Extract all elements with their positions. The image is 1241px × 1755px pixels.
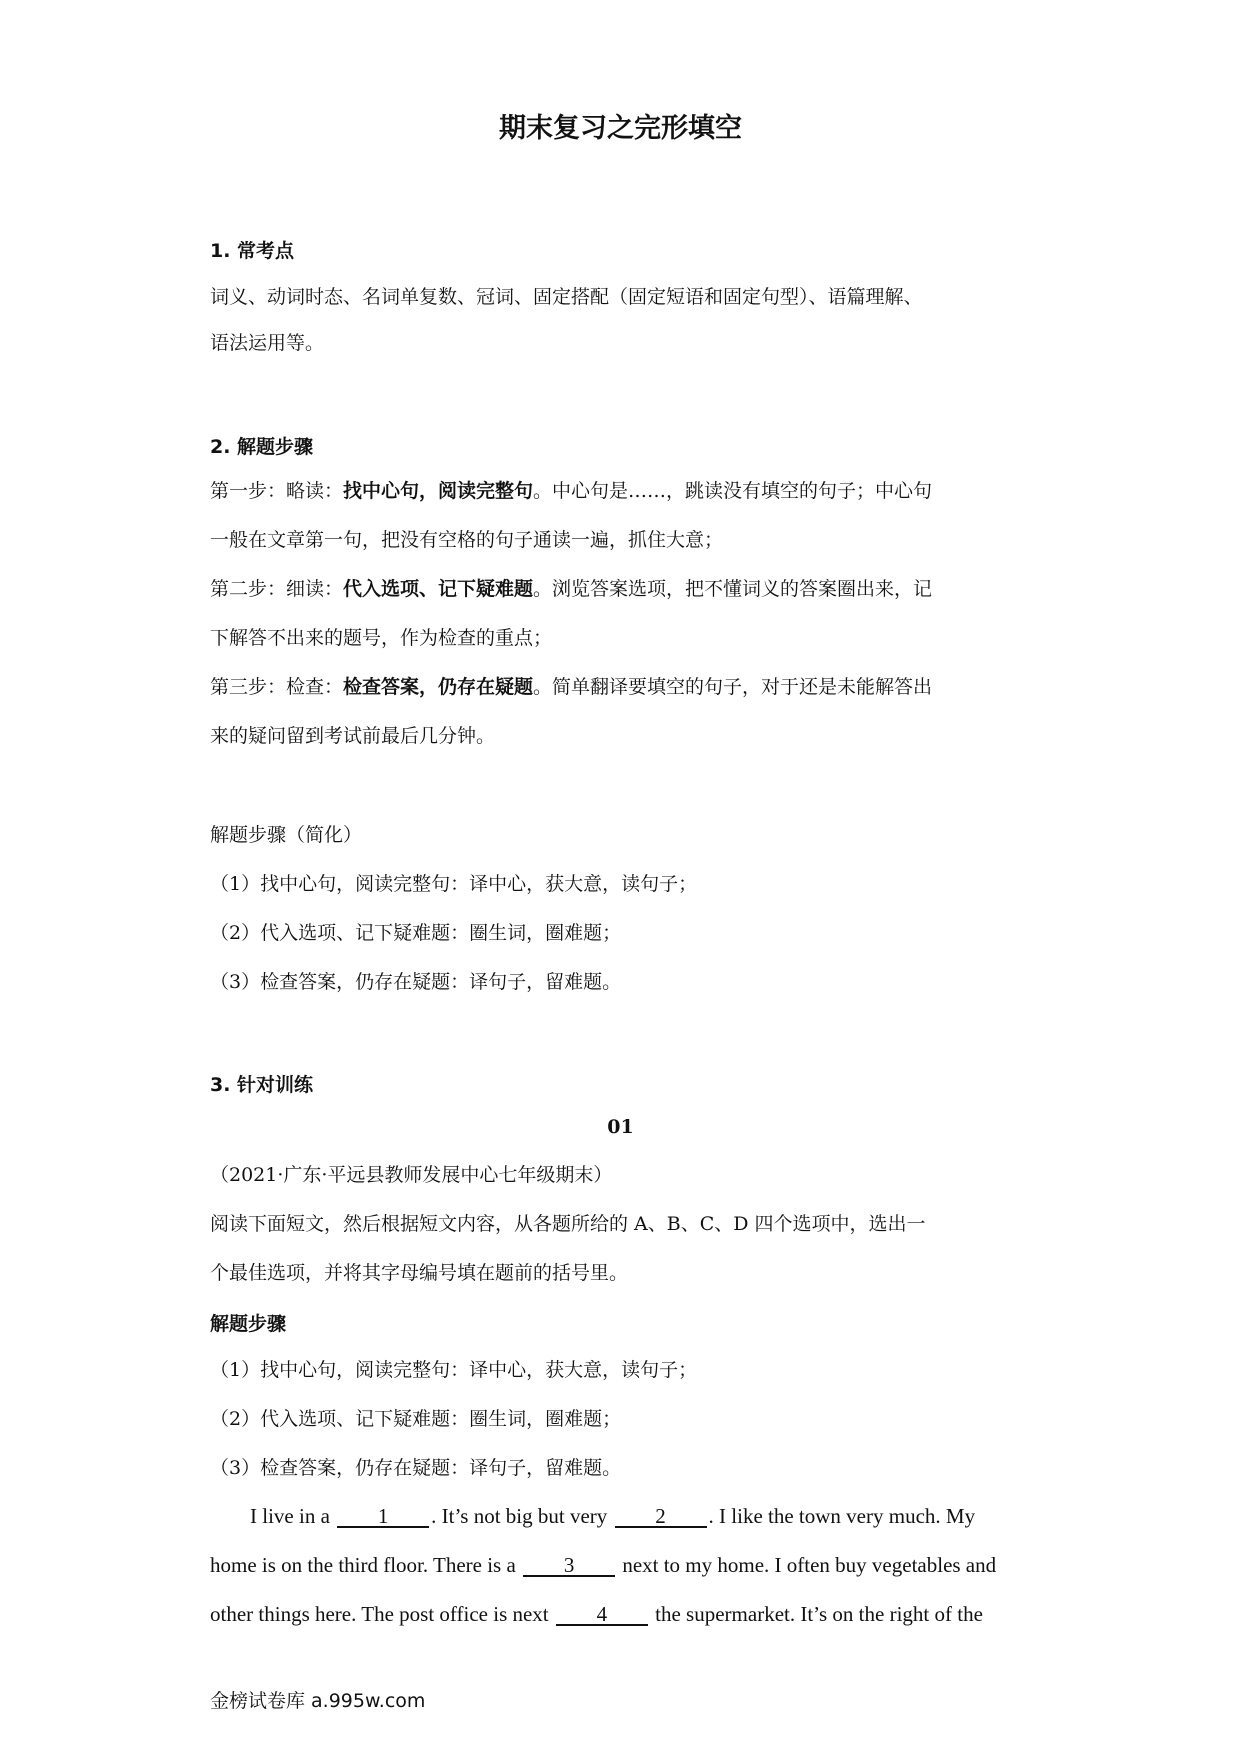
passage-line-3: other things here. The post office is next 4 the supermarket. It’s on the right of the	[210, 1602, 983, 1626]
section-3-heading: 3. 针对训练	[210, 1074, 314, 1096]
step-3-line-2: 来的疑问留到考试前最后几分钟。	[210, 725, 496, 747]
simplified-label: 解题步骤（简化）	[210, 824, 363, 846]
footer-watermark: 金榜试卷库 a.995w.com	[210, 1690, 426, 1712]
section-1-heading: 1. 常考点	[210, 240, 295, 262]
step-2-line-1: 第二步：细读：代入选项、记下疑难题。浏览答案选项，把不懂词义的答案圈出来，记	[210, 578, 933, 600]
section-1-line-2: 语法运用等。	[210, 332, 325, 354]
simplified-item-1: （1）找中心句，阅读完整句：译中心，获大意，读句子；	[210, 873, 698, 895]
passage-line-2: home is on the third floor. There is a 3 next to my home. I often buy vegetables and	[210, 1553, 997, 1577]
passage-line-1: I live in a 1 . It’s not big but very 2 . I like the town very much. My	[250, 1504, 976, 1528]
section-2-heading: 2. 解题步骤	[210, 436, 314, 458]
steps-item-1: （1）找中心句，阅读完整句：译中心，获大意，读句子；	[210, 1359, 698, 1381]
steps-heading: 解题步骤	[210, 1313, 287, 1335]
blank-2[interactable]: 2	[615, 1506, 707, 1528]
instruction-line-2: 个最佳选项，并将其字母编号填在题前的括号里。	[210, 1262, 629, 1284]
step-1-line-2: 一般在文章第一句，把没有空格的句子通读一遍，抓住大意；	[210, 529, 724, 551]
simplified-item-2: （2）代入选项、记下疑难题：圈生词，圈难题；	[210, 922, 622, 944]
exercise-source: （2021·广东·平远县教师发展中心七年级期末）	[210, 1164, 613, 1186]
page-title: 期末复习之完形填空	[499, 113, 742, 144]
steps-item-2: （2）代入选项、记下疑难题：圈生词，圈难题；	[210, 1408, 622, 1430]
blank-1[interactable]: 1	[337, 1506, 429, 1528]
section-1-line-1: 词义、动词时态、名词单复数、冠词、固定搭配（固定短语和固定句型）、语篇理解、	[210, 286, 923, 308]
steps-item-3: （3）检查答案，仍存在疑题：译句子，留难题。	[210, 1457, 622, 1479]
step-2-line-2: 下解答不出来的题号，作为检查的重点；	[210, 627, 553, 649]
blank-4[interactable]: 4	[556, 1604, 648, 1626]
instruction-line-1: 阅读下面短文，然后根据短文内容，从各题所给的 A、B、C、D 四个选项中，选出一	[210, 1213, 926, 1235]
blank-3[interactable]: 3	[523, 1555, 615, 1577]
simplified-item-3: （3）检查答案，仍存在疑题：译句子，留难题。	[210, 971, 622, 993]
step-3-line-1: 第三步：检查：检查答案，仍存在疑题。简单翻译要填空的句子，对于还是未能解答出	[210, 676, 933, 698]
step-1-line-1: 第一步：略读：找中心句，阅读完整句。中心句是……，跳读没有填空的句子；中心句	[210, 480, 933, 502]
exercise-number: 01	[607, 1116, 634, 1138]
